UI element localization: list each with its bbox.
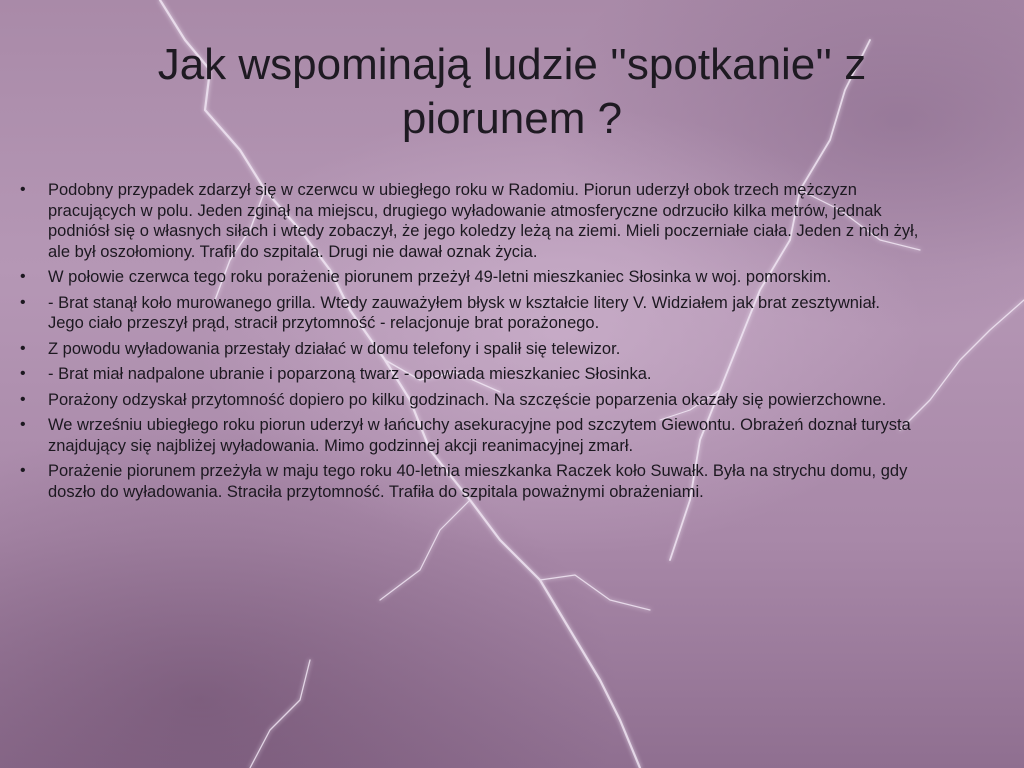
bullet-text: Z powodu wyładowania przestały działać w domu telefony i spalił się telewizor.	[48, 339, 621, 358]
bullet-dot-icon: •	[20, 365, 26, 382]
bullet-item	[14, 339, 919, 360]
bullet-item	[14, 180, 919, 262]
bullet-dot-icon: •	[20, 462, 26, 479]
bullet-dot-icon: •	[20, 390, 26, 408]
bullet-dot-icon: •	[20, 181, 26, 198]
bullet-dot-icon: •	[20, 293, 26, 311]
bullet-text: - Brat miał nadpalone ubranie i poparzoną twarz - opowiada mieszkaniec Słosinka.	[48, 365, 652, 383]
bullet-text: We wrześniu ubiegłego roku piorun uderzył w łańcuchy asekuracyjne pod szczytem Giewontu. Obrażeń doznał turysta znajdujący się najbliżej wyładowania. Mimo godzinnej akcji reanimacyjnej zmarł.	[48, 416, 911, 455]
bullet-item	[14, 293, 919, 334]
bullet-text: Porażenie piorunem przeżyła w maju tego roku 40-letnia mieszkanka Raczek koło Suwałk. Była na strychu domu, gdy doszło do wyładowania. Straciła przytomność. Trafiła do szpitala poważnymi obrażeniami.	[48, 462, 908, 501]
bullet-item	[14, 364, 919, 385]
bullet-item	[14, 390, 919, 411]
bullet-text: Podobny przypadek zdarzył się w czerwcu w ubiegłego roku w Radomiu. Piorun uderzył obok trzech mężczyzn pracujących w polu. Jeden zginął na miejscu, drugiego wyładowanie atmosferyczne odrzuciło kilka metrów, jednak podniósł się o własnych siłach i wtedy zobaczył, że jego koledzy leżą na ziemi. Mieli poczerniałe ciała. Jeden z nich żył, ale był oszołomiony. Trafił do szpitala. Drugi nie dawał oznak życia.	[48, 181, 919, 261]
bullet-text: Porażony odzyskał przytomność dopiero po kilku godzinach. Na szczęście poparzenia okazały się powierzchowne.	[48, 390, 887, 409]
slide-title: Jak wspominają ludzie ''spotkanie'' z piorunem ?	[157, 40, 867, 143]
bullet-dot-icon: •	[20, 268, 26, 285]
bullet-dot-icon: •	[20, 339, 26, 357]
bullet-item	[14, 267, 919, 288]
bullet-text: - Brat stanął koło murowanego grilla. Wtedy zauważyłem błysk w kształcie litery V. Widziałem jak brat zesztywniał. Jego ciało przeszył prąd, stracił przytomność - relacjonuje brat porażonego.	[48, 293, 881, 332]
bullet-text: W połowie czerwca tego roku porażenie piorunem przeżył 49-letni mieszkaniec Słosinka w woj. pomorskim.	[48, 268, 832, 286]
bullet-list	[14, 180, 919, 507]
bullet-item	[14, 461, 919, 502]
bullet-item	[14, 415, 919, 456]
bullet-dot-icon: •	[20, 416, 26, 433]
